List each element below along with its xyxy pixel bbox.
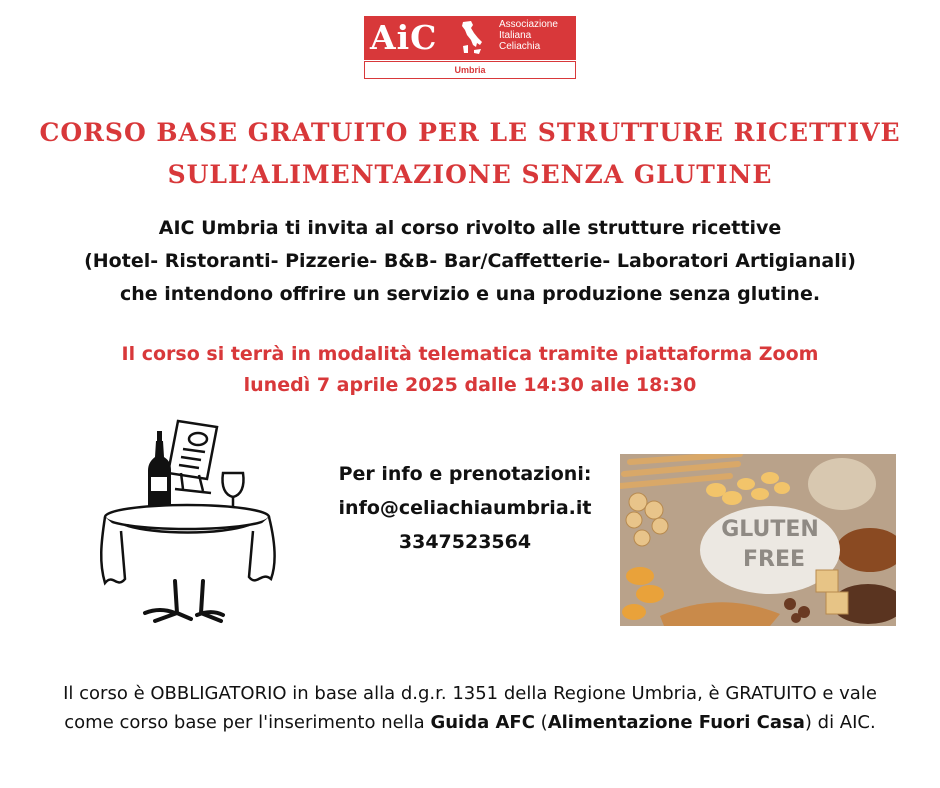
logo-assoc-line: Associazione — [499, 19, 558, 30]
logo-region: Umbria — [364, 61, 576, 79]
intro-line1: AIC Umbria ti invita al corso rivolto alle strutture ricettive — [158, 217, 782, 239]
page-title-line1: CORSO BASE GRATUITO PER LE STRUTTURE RICETTIVE — [39, 118, 901, 147]
footer-line1: Il corso è OBBLIGATORIO in base alla d.g.r. 1351 della Regione Umbria, è GRATUITO e vale — [63, 683, 877, 704]
restaurant-table-illustration — [95, 413, 280, 628]
aic-logo — [364, 16, 576, 79]
gluten-free-food-image — [620, 454, 896, 626]
footer-line2 — [0, 712, 940, 733]
logo-association-text — [499, 19, 558, 52]
schedule-mode: Il corso si terrà in modalità telematica tramite piattaforma Zoom — [121, 343, 819, 365]
schedule-date: lunedì 7 aprile 2025 dalle 14:30 alle 18:30 — [243, 374, 697, 396]
free-text: FREE — [742, 547, 806, 572]
wine-bottle-icon — [148, 431, 171, 513]
logo-mark: AiC — [370, 18, 438, 57]
contact-phone[interactable]: 3347523564 — [398, 531, 532, 553]
logo-assoc-line: Italiana — [499, 30, 532, 41]
intro-line3: che intendono offrire un servizio e una produzione senza glutine. — [119, 283, 821, 305]
table-legs-icon — [145, 581, 223, 621]
alimentazione-fuori-casa-text: Alimentazione Fuori Casa — [547, 712, 805, 733]
footer-text: come corso base per l'inserimento nella — [64, 712, 431, 733]
logo-banner — [364, 16, 576, 60]
page-title-line2: SULL’ALIMENTAZIONE SENZA GLUTINE — [167, 160, 773, 189]
logo-assoc-line: Celiachia — [499, 41, 541, 52]
footer-text: ( — [534, 712, 548, 733]
tablecloth-icon — [101, 505, 274, 583]
footer-text: ) di AIC. — [804, 712, 876, 733]
guida-afc-text: Guida AFC — [430, 712, 535, 733]
intro-line2: (Hotel- Ristoranti- Pizzerie- B&B- Bar/Caffetterie- Laboratori Artigianali) — [84, 250, 856, 272]
italy-map-icon — [459, 20, 485, 56]
contact-label: Per info e prenotazioni: — [338, 463, 592, 485]
contact-email[interactable]: info@celiachiaumbria.it — [338, 497, 592, 519]
menu-card-icon — [168, 421, 217, 493]
gluten-text: GLUTEN — [721, 517, 819, 542]
